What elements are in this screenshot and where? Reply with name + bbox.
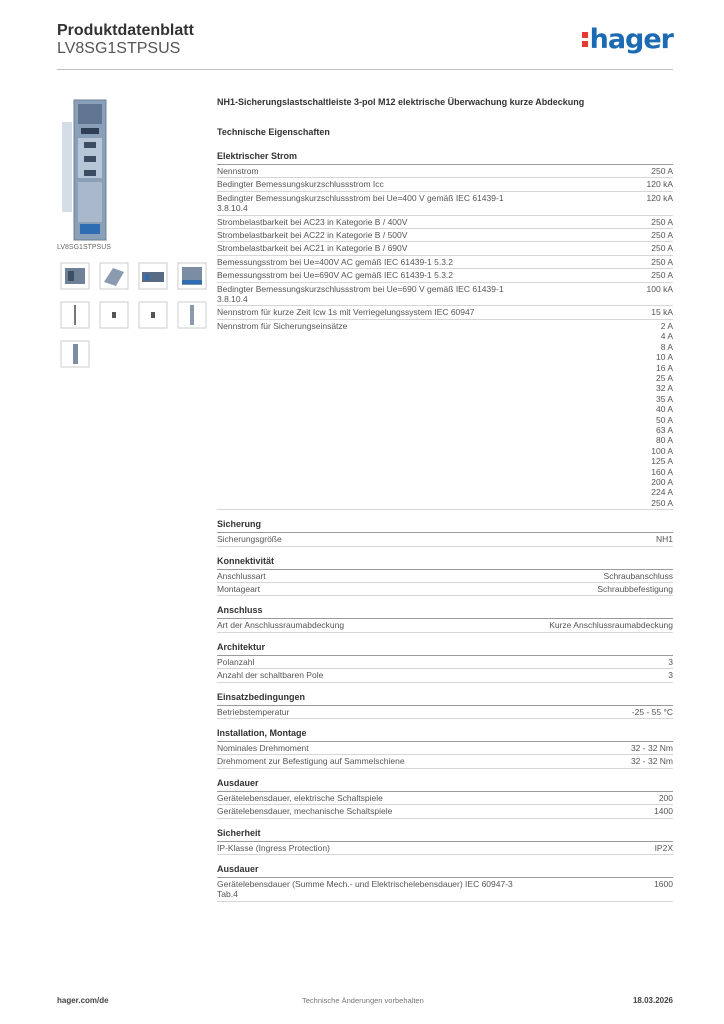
thumbnail-3[interactable]: [138, 262, 168, 290]
page-header: [57, 22, 673, 70]
section-title: Ausdauer: [217, 778, 673, 792]
spec-key: Drehmoment zur Befestigung auf Sammelschiene: [217, 756, 405, 767]
spec-value: 32 - 32 Nm: [630, 756, 673, 767]
spec-value: 250 A: [651, 166, 673, 176]
spec-value: 3: [668, 670, 673, 681]
spec-value: 250 A: [651, 230, 673, 241]
spec-value: 250 A: [651, 256, 673, 267]
spec-key: Bedingter Bemessungskurzschlussstrom Icc: [217, 179, 384, 190]
spec-value: 120 kA: [646, 192, 673, 203]
section-title: Sicherheit: [217, 828, 673, 842]
spec-row: [217, 178, 673, 191]
spec-value: NH1: [655, 534, 673, 545]
thumbnail-5[interactable]: [60, 301, 90, 329]
spec-row: [217, 229, 673, 242]
spec-row: [217, 216, 673, 229]
spec-value: 250 A: [651, 243, 673, 254]
spec-value: 100 kA: [646, 283, 673, 294]
spec-value: Schraubbefestigung: [597, 584, 673, 594]
spec-key: Betriebstemperatur: [217, 706, 290, 717]
footer-disclaimer: Technische Änderungen vorbehalten: [302, 996, 424, 1005]
spec-key: Anschlussart: [217, 570, 266, 581]
spec-sections: [217, 151, 673, 902]
spec-section: [217, 728, 673, 769]
spec-key: Gerätelebensdauer, mechanische Schaltspiele: [217, 806, 393, 817]
spec-row: [217, 583, 673, 596]
spec-key: Strombelastbarkeit bei AC23 in Kategorie B / 400V: [217, 216, 408, 227]
page-title: Produktdatenblatt: [57, 22, 194, 39]
thumbnail-2[interactable]: [99, 262, 129, 290]
spec-row: [217, 656, 673, 669]
spec-row: [217, 742, 673, 755]
spec-value: 1600: [654, 879, 673, 890]
spec-value: 120 kA: [646, 179, 673, 190]
spec-key: IP-Klasse (Ingress Protection): [217, 842, 330, 853]
spec-section: [217, 828, 673, 855]
thumbnail-1[interactable]: [60, 262, 90, 290]
spec-row: [217, 165, 673, 178]
spec-section: [217, 605, 673, 632]
section-title: Anschluss: [217, 605, 673, 619]
spec-section: [217, 642, 673, 683]
spec-key: Bedingter Bemessungskurzschlussstrom bei Ue=400 V gemäß IEC 61439-1 3.8.10.4: [217, 192, 504, 214]
spec-value: Schraubanschluss: [603, 570, 673, 581]
spec-row: [217, 256, 673, 269]
spec-key: Bedingter Bemessungskurzschlussstrom bei Ue=690 V gemäß IEC 61439-1 3.8.10.4: [217, 283, 504, 305]
spec-key: Strombelastbarkeit bei AC21 in Kategorie B / 690V: [217, 243, 408, 254]
technical-properties-heading: Technische Eigenschaften: [217, 127, 330, 137]
spec-key: Gerätelebensdauer, elektrische Schaltspiele: [217, 792, 383, 803]
thumbnail-8[interactable]: [177, 301, 207, 329]
thumbnail-4[interactable]: [177, 262, 207, 290]
spec-value: -25 - 55 °C: [631, 706, 673, 717]
spec-section: [217, 556, 673, 597]
spec-row: [217, 842, 673, 855]
product-name: NH1-Sicherungslastschaltleiste 3-pol M12 elektrische Überwachung kurze Abdeckung: [217, 97, 585, 107]
section-title: Ausdauer: [217, 864, 673, 878]
spec-section: [217, 519, 673, 546]
spec-key: Art der Anschlussraumabdeckung: [217, 620, 345, 631]
spec-key: Bemessungsstrom bei Ue=400V AC gemäß IEC 61439-1 5.3.2: [217, 256, 454, 267]
spec-value: 15 kA: [651, 307, 673, 318]
footer-date: 18.03.2026: [632, 996, 673, 1005]
section-title: Konnektivität: [217, 556, 673, 570]
spec-row: [217, 283, 673, 307]
section-title: Einsatzbedingungen: [217, 692, 673, 706]
spec-value: 250 A: [651, 216, 673, 227]
spec-row: [217, 878, 673, 902]
spec-row: [217, 755, 673, 768]
spec-section: [217, 692, 673, 719]
spec-key: Gerätelebensdauer (Summe Mech.- und Elektrischelebensdauer) IEC 60947-3 Tab.4: [217, 879, 513, 900]
section-title: Elektrischer Strom: [217, 151, 673, 165]
spec-key: Polanzahl: [217, 656, 255, 667]
spec-row: [217, 570, 673, 583]
spec-key: Anzahl der schaltbaren Pole: [217, 670, 324, 681]
thumbnail-9[interactable]: [60, 340, 90, 368]
spec-value: 2 A 4 A 8 A 10 A 16 A 25 A 32 A 35 A 40 A 50 A 63 A 80 A 100 A 125 A 160 A 200 A 224 A 250 A: [651, 320, 673, 508]
footer-website: hager.com/de: [57, 996, 109, 1005]
spec-row: [217, 242, 673, 255]
spec-value: 250 A: [651, 270, 673, 281]
spec-section: [217, 151, 673, 510]
section-title: Installation, Montage: [217, 728, 673, 742]
section-title: Architektur: [217, 642, 673, 656]
spec-row: [217, 320, 673, 510]
spec-row: [217, 792, 673, 805]
spec-value: 200: [658, 792, 673, 803]
spec-key: Nennstrom für Sicherungseinsätze: [217, 320, 348, 331]
product-main-image: [60, 98, 120, 242]
spec-key: Bemessungsstrom bei Ue=690V AC gemäß IEC 61439-1 5.3.2: [217, 270, 454, 281]
spec-value: Kurze Anschlussraumabdeckung: [549, 620, 673, 631]
spec-row: [217, 533, 673, 546]
spec-value: IP2X: [654, 842, 673, 853]
spec-key: Montageart: [217, 584, 260, 594]
spec-row: [217, 306, 673, 319]
section-title: Sicherung: [217, 519, 673, 533]
spec-section: [217, 864, 673, 902]
spec-key: Sicherungsgröße: [217, 534, 282, 545]
spec-value: 3: [668, 656, 673, 667]
image-label: LV8SG1STPSUS: [57, 244, 111, 251]
spec-row: [217, 269, 673, 282]
spec-row: [217, 619, 673, 632]
hager-logo: hager: [582, 24, 673, 55]
thumbnail-6[interactable]: [99, 301, 129, 329]
spec-panel: [217, 92, 673, 911]
spec-row: [217, 805, 673, 818]
spec-key: Nennstrom für kurze Zeit Icw 1s mit Verriegelungssystem IEC 60947: [217, 307, 475, 318]
spec-section: [217, 778, 673, 819]
spec-row: [217, 669, 673, 682]
spec-row: [217, 192, 673, 216]
spec-value: 32 - 32 Nm: [630, 743, 673, 754]
logo-dots-icon: [582, 28, 589, 48]
thumbnail-7[interactable]: [138, 301, 168, 329]
spec-row: [217, 706, 673, 719]
spec-key: Nennstrom: [217, 166, 259, 176]
spec-key: Nominales Drehmoment: [217, 743, 309, 754]
spec-key: Strombelastbarkeit bei AC22 in Kategorie B / 500V: [217, 230, 408, 241]
product-code: LV8SG1STPSUS: [57, 40, 181, 57]
spec-value: 1400: [654, 806, 673, 817]
